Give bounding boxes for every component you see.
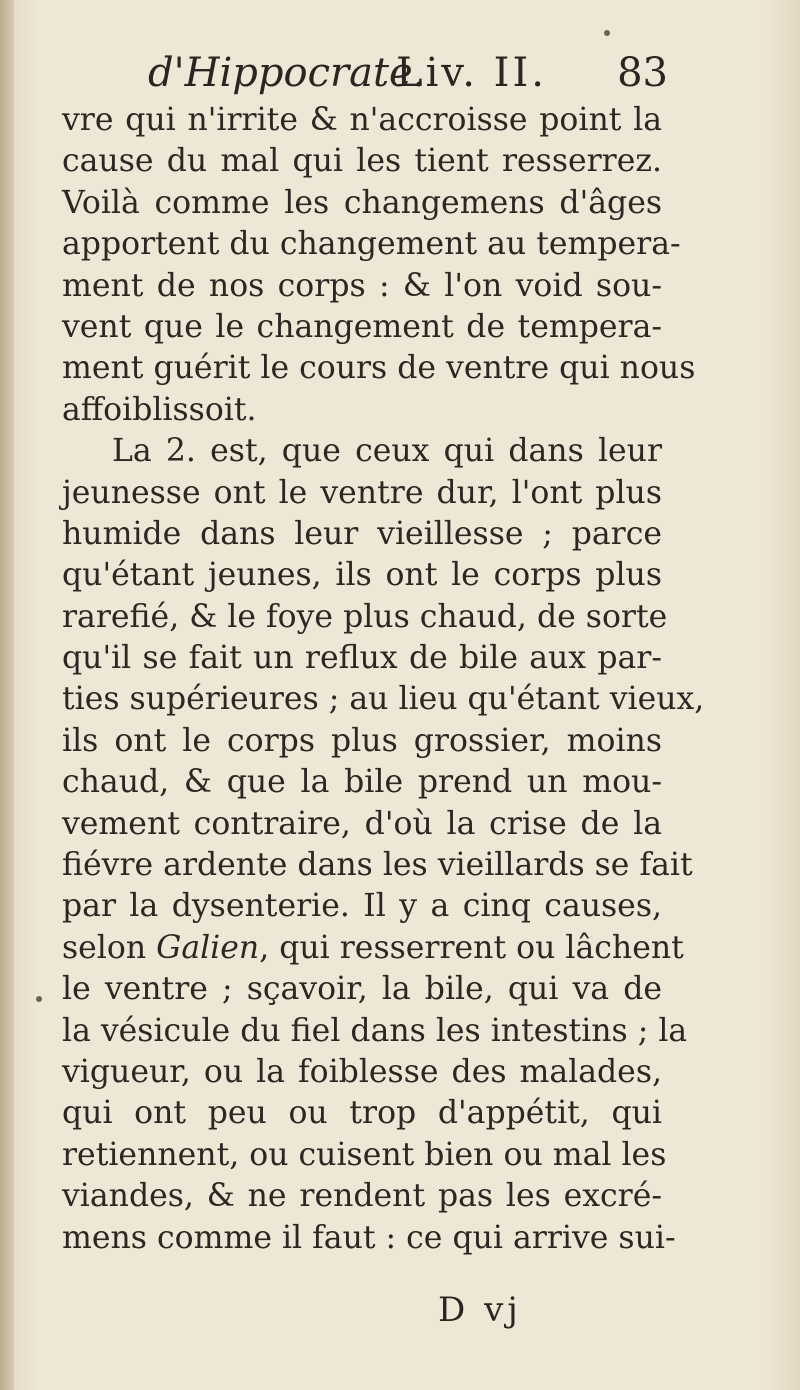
text-line: fiévre ardente dans les vieillards se fait (62, 847, 693, 884)
text-line: vigueur, ou la foiblesse des malades, (62, 1053, 662, 1090)
page-spine-edge (0, 0, 14, 1390)
text-line: vement contraire, d'où la crise de la (62, 805, 662, 842)
text-line: selon Galien, qui resserrent ou lâchent (62, 929, 684, 966)
text-line: le ventre ; sçavoir, la bile, qui va de (62, 971, 662, 1008)
text-line: Voilà comme les changemens d'âges (62, 184, 662, 221)
body-text (62, 100, 705, 1259)
text-line: apportent du changement au tempera- (62, 226, 681, 263)
author-name: Galien (156, 929, 260, 966)
text-line: qu'étant jeunes, ils ont le corps plus (62, 557, 662, 594)
text-line: qu'il se fait un reflux de bile aux par- (62, 640, 662, 677)
text-line: viandes, & ne rendent pas les excré- (62, 1178, 662, 1215)
page-number: 83 (617, 50, 668, 96)
text-line: qui ont peu ou trop d'appétit, qui (62, 1095, 662, 1132)
text-line: la vésicule du fiel dans les intestins ; la (62, 1012, 688, 1049)
text-line: jeunesse ont le ventre dur, l'ont plus (62, 474, 662, 511)
text-line: ils ont le corps plus grossier, moins (62, 722, 662, 759)
running-title: d'Hippocrate. (148, 50, 426, 96)
text-line: humide dans leur vieillesse ; parce (62, 515, 662, 552)
text-line: ment de nos corps : & l'on void sou- (62, 267, 662, 304)
text-line: affoiblissoit. (62, 391, 257, 428)
text-line: vre qui n'irrite & n'accroisse point la (62, 102, 662, 138)
book-number: Liv. II. (396, 50, 547, 96)
text-line: cause du mal qui les tient resserrez. (62, 143, 662, 180)
text-line: rarefié, & le foye plus chaud, de sorte (62, 598, 668, 635)
text-line: vent que le changement de tempera- (62, 308, 662, 345)
text-line: par la dysenterie. Il y a cinq causes, (62, 888, 662, 925)
ink-speck (604, 30, 610, 36)
text-line: ties supérieures ; au lieu qu'étant vieux, (62, 681, 705, 718)
text-line: mens comme il faut : ce qui arrive sui- (62, 1219, 676, 1256)
running-header (148, 50, 668, 100)
ink-speck (36, 996, 42, 1002)
paragraph-start-line: La 2. est, que ceux qui dans leur (112, 433, 662, 470)
text-line: ment guérit le cours de ventre qui nous (62, 350, 696, 387)
signature-mark: D vj (438, 1290, 522, 1330)
text-line: chaud, & que la bile prend un mou- (62, 764, 662, 801)
text-line: retiennent, ou cuisent bien ou mal les (62, 1136, 667, 1173)
